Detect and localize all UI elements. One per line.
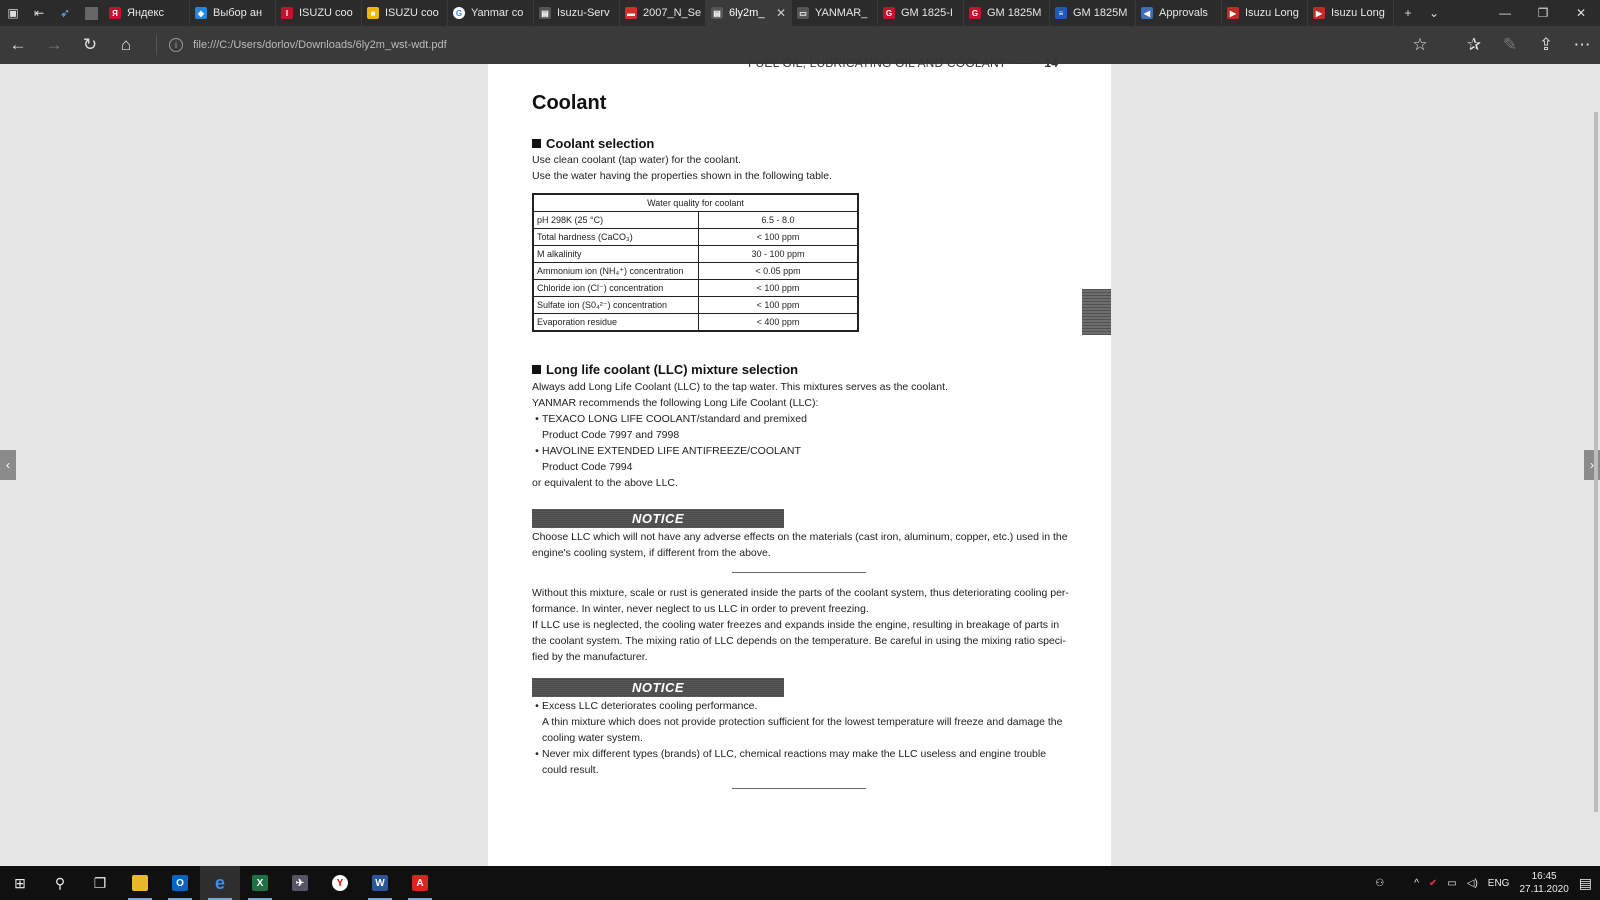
pdf-red-icon: ▶ — [1313, 7, 1325, 19]
outlook-icon: O — [172, 875, 188, 891]
water-quality-table — [532, 193, 859, 332]
people-icon[interactable]: ⚇ — [1375, 877, 1385, 889]
pdf-page — [488, 56, 1111, 866]
url-text[interactable]: file:///C:/Users/dorlov/Downloads/6ly2m_wst-wdt.pdf — [193, 39, 447, 51]
browser-tab[interactable] — [964, 0, 1050, 26]
drop-icon: ◆ — [195, 7, 207, 19]
notice-banner: NOTICE — [532, 678, 784, 697]
folder-icon — [132, 875, 148, 891]
system-tray — [1375, 866, 1600, 900]
approvals-icon: ◀ — [1141, 7, 1153, 19]
edge-button[interactable] — [200, 866, 240, 900]
table-header: Water quality for coolant — [533, 194, 858, 212]
tab-title: Выбор ан — [213, 7, 263, 19]
new-tab-button[interactable]: + — [1404, 6, 1412, 20]
table-row — [533, 263, 858, 280]
browser-tab[interactable] — [1308, 0, 1394, 26]
bullet-dot: • — [535, 748, 539, 760]
llc-selection-text — [532, 379, 948, 491]
bullet-dot: • — [535, 700, 539, 712]
text-line: fied by the manufacturer. — [532, 651, 648, 663]
value-cell: 6.5 - 8.0 — [699, 212, 859, 229]
tab-title: GM 1825M — [1073, 7, 1128, 19]
property-cell: Total hardness (CaCO₃) — [533, 229, 699, 246]
isuzu-icon: I — [281, 7, 293, 19]
tab-title: Isuzu-Serv — [557, 7, 610, 19]
text-line: If LLC use is neglected, the cooling water freezes and expands inside the engine, resulting in breakage of parts in — [532, 619, 1060, 631]
property-cell: pH 298K (25 °C) — [533, 212, 699, 229]
acrobat-icon: A — [412, 875, 428, 891]
network-icon[interactable]: ▭ — [1447, 877, 1457, 889]
file-explorer-button[interactable] — [120, 866, 160, 900]
clock-time: 16:45 — [1531, 871, 1557, 882]
pdf-red-icon: ▶ — [1227, 7, 1239, 19]
tab-title: GM 1825-I — [901, 7, 953, 19]
minimize-button[interactable]: — — [1499, 6, 1511, 20]
list-item — [532, 411, 948, 443]
gm-icon: G — [969, 7, 981, 19]
coolant-selection-heading — [532, 136, 654, 151]
pinned-tab-2-icon[interactable] — [78, 0, 104, 26]
browser-tab[interactable] — [190, 0, 276, 26]
text-line: Use clean coolant (tap water) for the coolant. — [532, 154, 741, 166]
heading-text: Long life coolant (LLC) mixture selection — [546, 362, 799, 377]
excel-button[interactable] — [240, 866, 280, 900]
folder-icon: ■ — [367, 7, 379, 19]
search-icon: ⚲ — [54, 874, 66, 891]
notice-banner: NOTICE — [532, 509, 784, 528]
tab-title: Isuzu Long — [1331, 7, 1385, 19]
text-line: could result. — [542, 764, 599, 776]
acrobat-button[interactable] — [400, 866, 440, 900]
table-row — [533, 229, 858, 246]
text-line: formance. In winter, never neglect to us LLC in order to prevent freezing. — [532, 603, 869, 615]
text-line: Product Code 7994 — [542, 461, 633, 473]
clock-date: 27.11.2020 — [1519, 884, 1569, 895]
text-line: the coolant system. The mixing ratio of LLC depends on the temperature. Be careful in using the mixing ratio speci- — [532, 635, 1066, 647]
value-cell: 30 - 100 ppm — [699, 246, 859, 263]
browser-tab[interactable] — [706, 0, 792, 26]
text-line: YANMAR recommends the following Long Life Coolant (LLC): — [532, 397, 819, 409]
site-info-icon[interactable]: i — [169, 38, 183, 52]
start-button[interactable] — [0, 866, 40, 900]
antivirus-icon[interactable]: ✔ — [1428, 877, 1438, 889]
text-line: TEXACO LONG LIFE COOLANT/standard and premixed — [542, 413, 807, 425]
llc-selection-heading — [532, 362, 798, 377]
google-icon: G — [453, 7, 465, 19]
home-button[interactable]: ⌂ — [120, 35, 132, 54]
task-view-icon: ❐ — [93, 874, 107, 891]
pinned-tab-1-icon[interactable]: ➶ — [59, 6, 71, 20]
value-cell: < 100 ppm — [699, 297, 859, 314]
doc-blue-icon: ≡ — [1055, 7, 1067, 19]
table-header-row — [533, 194, 858, 212]
back-button[interactable]: ← — [9, 35, 27, 54]
pdf-icon: ▤ — [711, 7, 723, 19]
property-cell: M alkalinity — [533, 246, 699, 263]
pdf-viewer[interactable] — [0, 56, 1600, 866]
text-line: engine's cooling system, if different from the above. — [532, 547, 771, 559]
section-thumb-tab — [1082, 289, 1111, 335]
gm-icon: G — [883, 7, 895, 19]
property-cell: Ammonium ion (NH₄⁺) concentration — [533, 263, 699, 280]
body-paragraph — [532, 585, 1069, 665]
refresh-button[interactable]: ↻ — [82, 35, 98, 54]
notice2-text — [532, 698, 1062, 778]
action-center-icon[interactable]: ▤ — [1578, 874, 1592, 891]
value-cell: < 100 ppm — [699, 229, 859, 246]
restore-button[interactable]: ❐ — [1537, 6, 1549, 20]
volume-icon[interactable]: ◁) — [1466, 877, 1478, 889]
text-line: cooling water system. — [542, 732, 643, 744]
page-number: 14 — [1044, 56, 1059, 70]
text-line: Never mix different types (brands) of LLC, chemical reactions may make the LLC useless and engine trouble — [542, 748, 1047, 760]
forward-button[interactable]: → — [45, 35, 63, 54]
text-line: Without this mixture, scale or rust is generated inside the parts of the coolant system, thus deteriorating cooling per- — [532, 587, 1069, 599]
excel-icon: X — [252, 875, 268, 891]
running-head — [748, 56, 1058, 70]
tab-title: ISUZU coo — [299, 7, 353, 19]
divider — [732, 572, 866, 573]
value-cell: < 400 ppm — [699, 314, 859, 332]
value-cell: < 0.05 ppm — [699, 263, 859, 280]
search-button[interactable] — [40, 866, 80, 900]
browser-tab[interactable] — [276, 0, 362, 26]
yandex-icon: Я — [109, 7, 121, 19]
next-page-arrow-icon[interactable]: › — [1584, 450, 1600, 480]
text-line: Product Code 7997 and 7998 — [542, 429, 680, 441]
browser-tab[interactable] — [620, 0, 706, 26]
tab-title: 6ly2m_ — [729, 7, 765, 19]
text-line: HAVOLINE EXTENDED LIFE ANTIFREEZE/COOLANT — [542, 445, 801, 457]
more-menu-icon[interactable]: ⋯ — [1573, 35, 1591, 54]
yandex-browser-button[interactable] — [320, 866, 360, 900]
list-item — [532, 443, 948, 475]
toolbar-divider — [1438, 26, 1456, 64]
edge-icon: e — [214, 872, 225, 893]
tab-title: Approvals — [1159, 7, 1208, 19]
language-indicator[interactable]: ENG — [1487, 877, 1510, 889]
word-button[interactable] — [360, 866, 400, 900]
browser-tab[interactable] — [534, 0, 620, 26]
running-head-text: FUEL OIL, LUBRICATING OIL AND COOLANT — [748, 56, 1007, 70]
coolant-selection-text — [532, 152, 832, 184]
square-bullet-icon — [532, 139, 541, 148]
task-view-button[interactable] — [80, 866, 120, 900]
table-row — [533, 246, 858, 263]
text-line: A thin mixture which does not provide protection sufficient for the lowest temperature will freeze and damage the — [542, 716, 1063, 728]
table-row — [533, 280, 858, 297]
web-note-icon[interactable]: ✎ — [1502, 35, 1518, 54]
running-head-rule — [1012, 63, 1036, 64]
value-cell: < 100 ppm — [699, 280, 859, 297]
property-cell: Chloride ion (Cl⁻) concentration — [533, 280, 699, 297]
list-item — [532, 698, 1062, 746]
set-aside-tabs-icon[interactable]: ▣ — [7, 6, 19, 20]
app-icon: ✈ — [292, 875, 308, 891]
text-line: Choose LLC which will not have any adverse effects on the materials (cast iron, aluminum, copper, etc.) used in the — [532, 531, 1068, 543]
outlook-button[interactable] — [160, 866, 200, 900]
close-window-button[interactable]: ✕ — [1575, 6, 1587, 20]
tab-title: Yanmar co — [471, 7, 524, 19]
text-line: Use the water having the properties shown in the following table. — [532, 170, 833, 182]
app-button[interactable] — [280, 866, 320, 900]
pdf-icon: ▤ — [539, 7, 551, 19]
tab-strip — [0, 0, 1600, 26]
table-row — [533, 297, 858, 314]
pdf-red-icon: ▬ — [627, 8, 635, 18]
property-cell: Evaporation residue — [533, 314, 699, 332]
square-bullet-icon — [532, 365, 541, 374]
table-row — [533, 314, 858, 332]
close-tab-icon[interactable]: ✕ — [775, 6, 786, 20]
text-line: or equivalent to the above LLC. — [532, 477, 678, 489]
favorites-hub-icon[interactable]: ✰ — [1466, 35, 1482, 54]
page-title: Coolant — [532, 92, 607, 114]
show-hidden-icons-chevron-icon[interactable]: ^ — [1414, 877, 1419, 889]
clock[interactable] — [1519, 870, 1568, 896]
tabs-aside-icon[interactable]: ⇤ — [33, 6, 45, 20]
share-icon[interactable]: ⇪ — [1538, 35, 1554, 54]
bullet-dot: • — [535, 445, 539, 457]
notice1-text — [532, 529, 1068, 561]
tab-title: Яндекс — [127, 7, 164, 19]
browser-tab[interactable] — [448, 0, 534, 26]
bullet-dot: • — [535, 413, 539, 425]
divider — [732, 788, 866, 789]
text-line: Always add Long Life Coolant (LLC) to the tap water. This mixtures serves as the coolant. — [532, 381, 948, 393]
tab-list-chevron-icon[interactable]: ⌄ — [1428, 6, 1440, 20]
page-icon: ▭ — [797, 7, 809, 19]
browser-tab[interactable] — [792, 0, 878, 26]
browser-tab[interactable] — [1136, 0, 1222, 26]
vertical-scrollbar[interactable] — [1594, 112, 1598, 812]
favorite-star-icon[interactable]: ☆ — [1412, 35, 1428, 54]
tab-title: ISUZU coo — [385, 7, 439, 19]
word-icon: W — [372, 875, 388, 891]
previous-page-arrow-icon[interactable]: ‹ — [0, 450, 16, 480]
browser-tab[interactable] — [1222, 0, 1308, 26]
url-field[interactable] — [156, 35, 447, 55]
browser-tab[interactable] — [878, 0, 964, 26]
tab-title: GM 1825M — [987, 7, 1042, 19]
tab-title: 2007_N_Se — [643, 7, 702, 19]
yandex-browser-icon: Y — [332, 875, 348, 891]
table-row — [533, 212, 858, 229]
taskbar — [0, 866, 1600, 900]
text-line: Excess LLC deteriorates cooling performance. — [542, 700, 758, 712]
property-cell: Sulfate ion (S0₄²⁻) concentration — [533, 297, 699, 314]
browser-tab[interactable] — [1050, 0, 1136, 26]
tab-title: YANMAR_ — [815, 7, 868, 19]
heading-text: Coolant selection — [546, 136, 655, 151]
tab-title: Isuzu Long — [1245, 7, 1299, 19]
browser-tab[interactable] — [362, 0, 448, 26]
browser-tab[interactable] — [104, 0, 190, 26]
windows-logo-icon: ⊞ — [14, 874, 26, 891]
list-item — [532, 746, 1062, 778]
